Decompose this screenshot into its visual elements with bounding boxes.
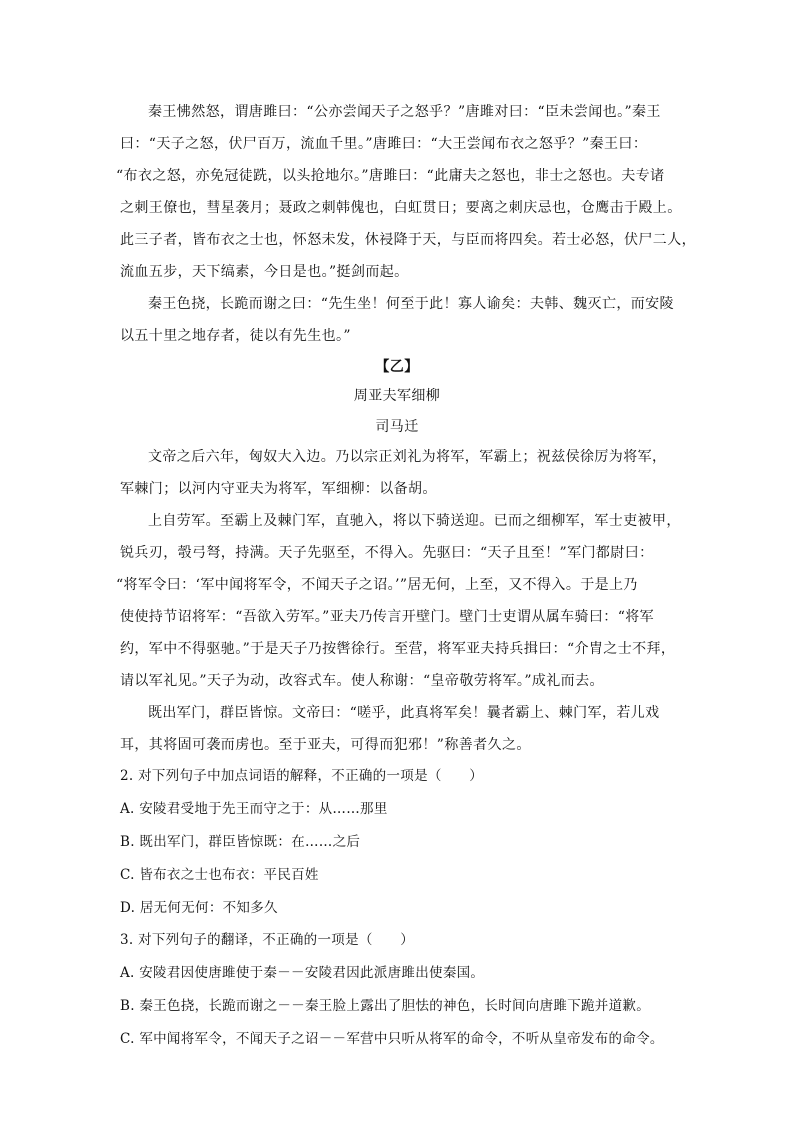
- passage-line: 流血五步，天下缟素，今日是也。”挺剑而起。: [120, 264, 409, 280]
- question-option: B. 既出军门，群臣皆惊既：在……之后: [120, 834, 361, 850]
- question-option: C. 皆布衣之士也布衣：平民百姓: [120, 867, 319, 883]
- passage-line: “将军令曰：‘军中闻将军令，不闻天子之诏。’”居无何，上至，又不得入。于是上乃: [116, 577, 638, 593]
- question-stem: 3. 对下列句子的翻译，不正确的一项是（ ）: [120, 932, 415, 948]
- passage-marker: 【乙】: [375, 359, 419, 375]
- passage-title: 周亚夫军细柳: [353, 388, 441, 404]
- passage-line: 此三子者，皆布衣之士也，怀怒未发，休祲降于天，与臣而将四矣。若士必怒，伏尸二人，: [120, 232, 696, 248]
- passage-line: 使使持节诏将军：“吾欲入劳军。”亚夫乃传言开壁门。壁门士吏谓从属车骑曰：“将军: [120, 609, 655, 625]
- question-option: B. 秦王色挠，长跪而谢之－－秦王脸上露出了胆怯的神色，长时间向唐雎下跪并道歉。: [120, 998, 651, 1014]
- passage-author: 司马迁: [375, 419, 419, 435]
- passage-line: 既出军门，群臣皆惊。文帝曰：“嗟乎，此真将军矣！曩者霸上、棘门军，若儿戏: [148, 705, 660, 721]
- passage-line: 请以军礼见。”天子为动，改容式车。使人称谢：“皇帝敬劳将军。”成礼而去。: [120, 673, 604, 689]
- passage-line: 军棘门；以河内守亚夫为将军，军细柳：以备胡。: [120, 481, 437, 497]
- passage-line: 耳，其将固可袭而虏也。至于亚夫，可得而犯邪！”称善者久之。: [120, 737, 531, 753]
- passage-line: 秦王怫然怒，谓唐雎曰：“公亦尝闻天子之怒乎？”唐雎对曰：“臣未尝闻也。”秦王: [148, 104, 661, 120]
- question-option: A. 安陵君受地于先王而守之于：从……那里: [120, 801, 388, 817]
- passage-line: “布衣之怒，亦免冠徒跣，以头抢地尔。”唐雎曰：“此庸夫之怒也，非士之怒也。夫专诸: [116, 168, 665, 184]
- passage-line: 约，军中不得驱驰。”于是天子乃按辔徐行。至营，将军亚夫持兵揖曰：“介胄之士不拜，: [120, 641, 676, 657]
- passage-line: 秦王色挠，长跪而谢之曰：“先生坐！何至于此！寡人谕矣：夫韩、魏灭亡，而安陵: [148, 296, 674, 312]
- question-option: C. 军中闻将军令，不闻天子之诏－－军营中只听从将军的命令，不听从皇帝发布的命令。: [120, 1031, 664, 1047]
- passage-line: 以五十里之地存者，徒以有先生也。”: [120, 328, 351, 344]
- question-option: A. 安陵君因使唐雎使于秦－－安陵君因此派唐雎出使秦国。: [120, 965, 485, 981]
- passage-line: 锐兵刃，彀弓弩，持满。天子先驱至，不得入。先驱曰：“天子且至！”军门都尉曰：: [120, 545, 654, 561]
- passage-line: 曰：“天子之怒，伏尸百万，流血千里。”唐雎曰：“大王尝闻布衣之怒乎？”秦王曰：: [120, 136, 648, 152]
- question-stem: 2. 对下列句子中加点词语的解释，不正确的一项是（ ）: [120, 768, 484, 784]
- passage-line: 之刺王僚也，彗星袭月；聂政之刺韩傀也，白虹贯日；要离之刺庆忌也，仓鹰击于殿上。: [120, 200, 682, 216]
- passage-line: 上自劳军。至霸上及棘门军，直驰入，将以下骑送迎。已而之细柳军，军士吏被甲，: [148, 513, 681, 529]
- passage-line: 文帝之后六年，匈奴大入边。乃以宗正刘礼为将军，军霸上；祝兹侯徐厉为将军，: [148, 449, 667, 465]
- question-option: D. 居无何无何：不知多久: [120, 900, 278, 916]
